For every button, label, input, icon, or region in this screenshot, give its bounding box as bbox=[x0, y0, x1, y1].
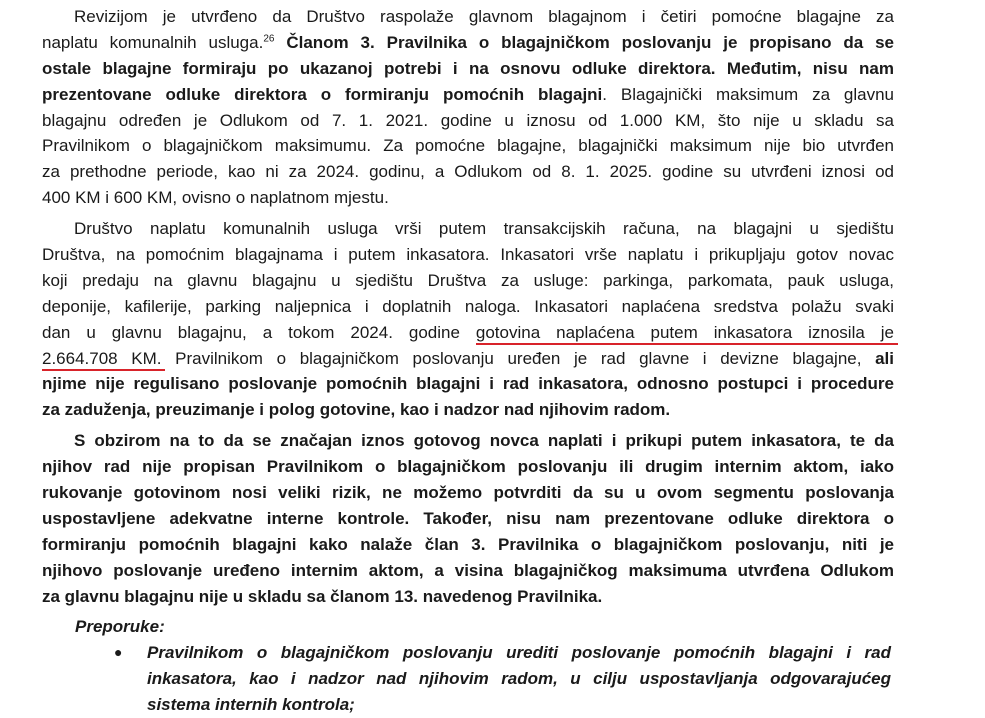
text-line: njihovo poslovanje uređeno internim aktom, a visina blagajničkog maksimuma utvrđena Odlukom bbox=[42, 560, 894, 580]
text-line: koji predaju na glavnu blagajnu u sjedištu Društva za usluge: parkinga, parkomata, pauk usluga, bbox=[42, 270, 894, 290]
paragraph-1 bbox=[42, 4, 894, 211]
text-line: Pravilnikom o blagajničkom poslovanju urediti poslovanje pomoćnih blagajni i rad bbox=[147, 643, 891, 663]
text-line: naplatu komunalnih usluga.$^{26}$ Članom 3. Pravilnika o blagajničkom poslovanju je propisano da se bbox=[42, 32, 894, 52]
text-line: za zaduženja, preuzimanje i polog gotovine, kao i nadzor nad njihovim radom. bbox=[42, 400, 671, 420]
text-line: sistema internih kontrola; bbox=[147, 695, 355, 715]
text-line: rukovanje gotovinom nosi veliki rizik, ne možemo potvrditi da su u ovom segmentu poslovanja bbox=[42, 483, 894, 503]
highlighted-phrase: gotovina naplaćena putem inkasatora iznosila je bbox=[475, 322, 894, 342]
text-line: 2.664.708 KM. Pravilnikom o blagajničkom poslovanju uređen je rad glavne i devizne blagajne, ali bbox=[42, 348, 894, 368]
text-line: Društva, na pomoćnim blagajnama i putem inkasatora. Inkasatori vrše naplatu i prikupljaju gotov novac bbox=[42, 245, 894, 265]
text-line: deponije, kafilerije, parking naljepnica i doplatnih naloga. Inkasatori naplaćena sredstva polažu svaki bbox=[42, 296, 894, 316]
text-line: za glavnu blagajnu nije u skladu sa članom 13. navedenog Pravilnika. bbox=[42, 586, 603, 606]
text-line: formiranju pomoćnih blagajni kako nalaže član 3. Pravilnika o blagajničkom poslovanju, niti je bbox=[42, 534, 894, 554]
text-line: Revizijom je utvrđeno da Društvo raspolaže glavnom blagajnom i četiri pomoćne blagajne za bbox=[74, 7, 894, 26]
text-line: Pravilnikom o blagajničkom maksimumu. Za pomoćne blagajne, blagajnički maksimum nije bio utvrđen bbox=[42, 136, 894, 156]
text-line: blagajnu određen je Odlukom od 7. 1. 2021. godine u iznosu od 1.000 KM, što nije u skladu sa bbox=[42, 110, 894, 130]
highlighted-amount: 2.664.708 KM. bbox=[42, 348, 162, 368]
recommendations-list bbox=[42, 640, 894, 718]
footnote-reference[interactable]: 26 bbox=[263, 33, 275, 45]
recommendations-heading: Preporuke: bbox=[75, 617, 165, 637]
list-item bbox=[114, 640, 891, 718]
text-line: S obzirom na to da se značajan iznos gotovog novca naplati i prikupi putem inkasatora, te da bbox=[74, 431, 894, 451]
text-line: ostale blagajne formiraju po ukazanoj potrebi i na osnovu odluke direktora. Međutim, nisu nam bbox=[42, 58, 894, 78]
text-line: dan u glavnu blagajnu, a tokom 2024. godine gotovina naplaćena putem inkasatora iznosila je bbox=[42, 322, 894, 342]
document-page bbox=[42, 4, 894, 718]
bullet-icon: ● bbox=[114, 644, 123, 661]
text-line: njime nije regulisano poslovanje pomoćnih blagajni i rad inkasatora, odnosno postupci i procedure bbox=[42, 374, 894, 394]
text-line: 400 KM i 600 KM, ovisno o naplatnom mjestu. bbox=[42, 188, 389, 208]
text-line: Društvo naplatu komunalnih usluga vrši putem transakcijskih računa, na blagajni u sjedištu bbox=[74, 219, 894, 239]
text-line: uspostavljene adekvatne interne kontrole. Također, nisu nam prezentovane odluke direktora o bbox=[42, 508, 894, 528]
paragraph-3 bbox=[42, 428, 894, 609]
text-line: njihov rad nije propisan Pravilnikom o blagajničkom poslovanju ili drugim internim aktom, iako bbox=[42, 457, 894, 477]
text-line: za prethodne periode, kao ni za 2024. godinu, a Odlukom od 8. 1. 2025. godine su utvrđeni iznosi od bbox=[42, 162, 894, 182]
paragraph-2 bbox=[42, 216, 894, 423]
text-line: prezentovane odluke direktora o formiranju pomoćnih blagajni. Blagajnički maksimum za glavnu bbox=[42, 84, 894, 104]
text-line: inkasatora, kao i nadzor nad njihovim radom, u cilju uspostavljanja odgovarajućeg bbox=[147, 669, 891, 689]
